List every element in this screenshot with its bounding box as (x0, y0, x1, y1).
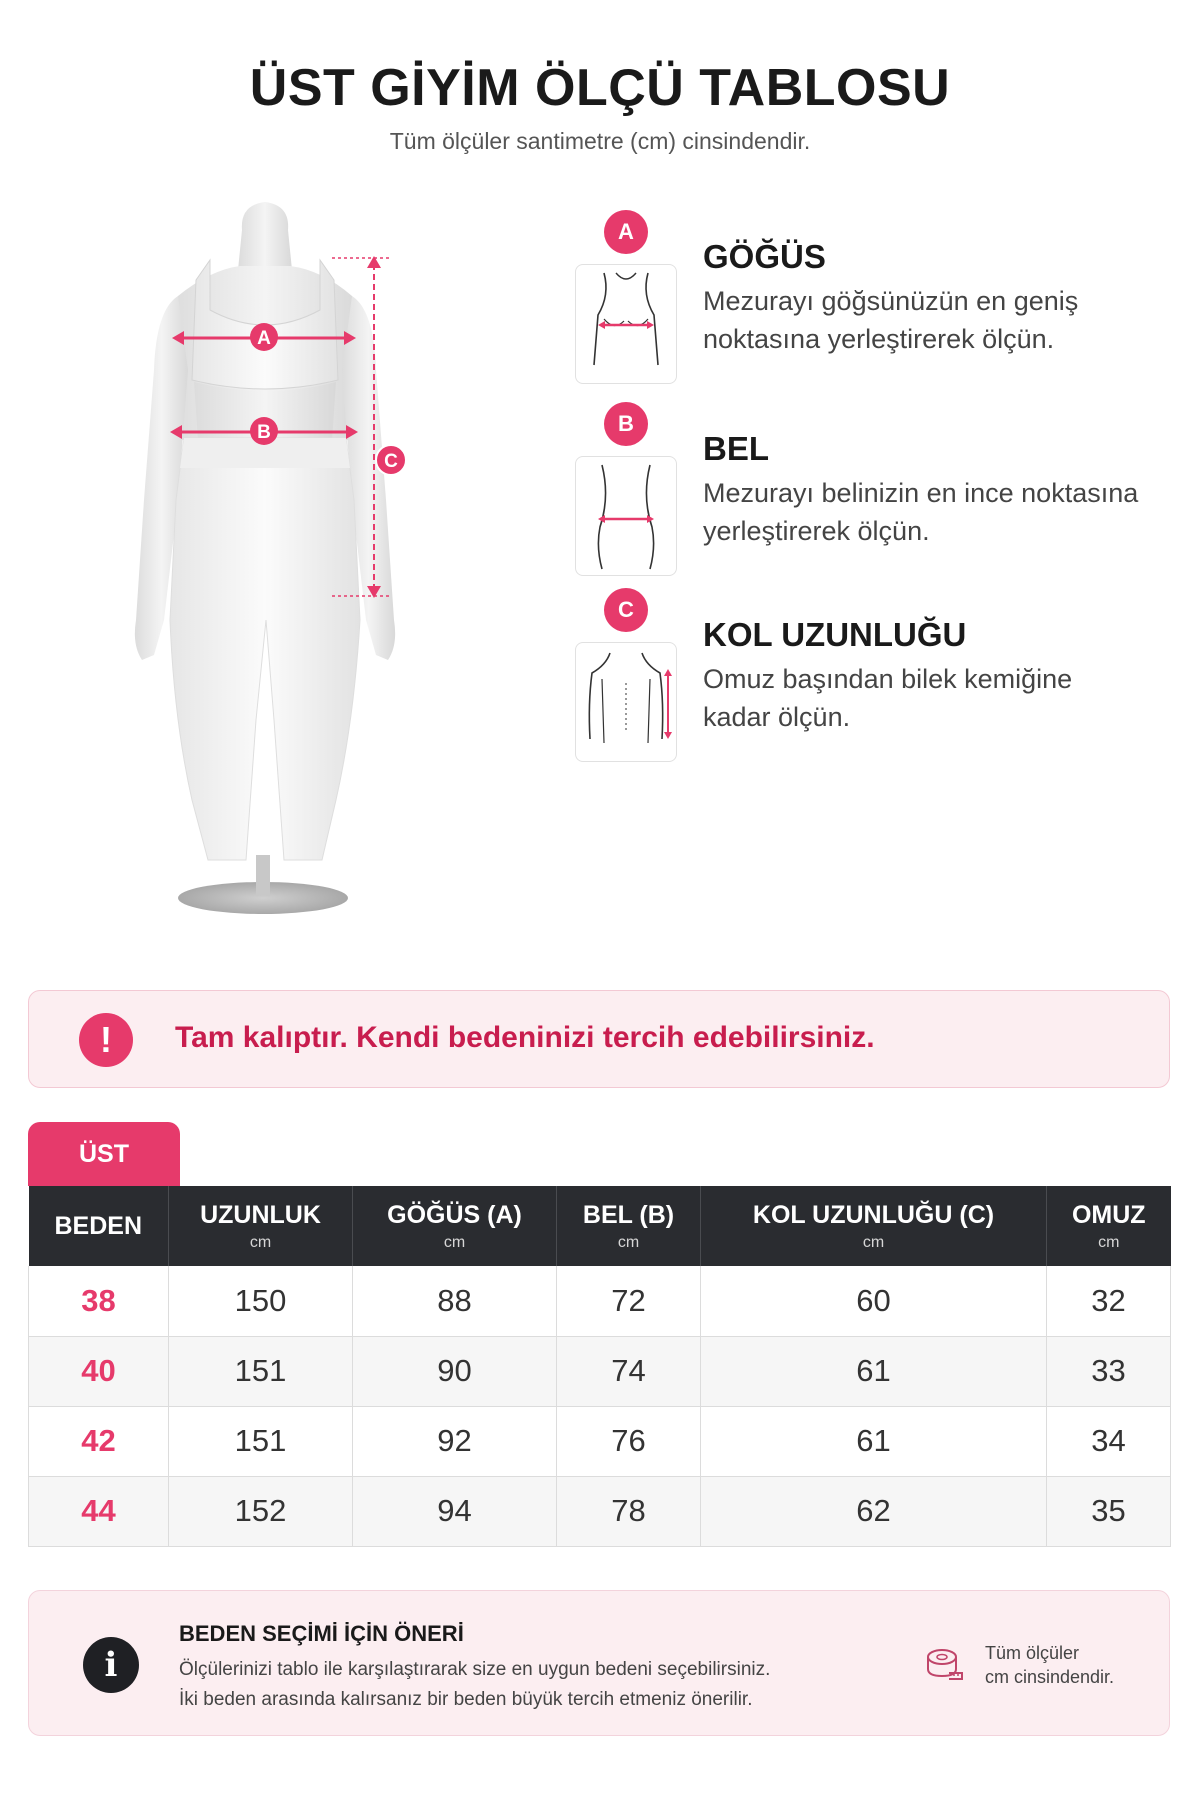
table-cell: 152 (169, 1476, 353, 1546)
table-cell: 150 (169, 1266, 353, 1336)
table-cell: 88 (353, 1266, 557, 1336)
table-cell: 33 (1047, 1336, 1171, 1406)
table-row (29, 1336, 1171, 1406)
marker-c-label: C (384, 451, 398, 472)
table-cell: 151 (169, 1406, 353, 1476)
tip-side-note (985, 1641, 1114, 1689)
mannequin-illustration (60, 200, 500, 940)
table-cell: 76 (557, 1406, 701, 1476)
table-cell: 61 (701, 1406, 1047, 1476)
table-cell: 78 (557, 1476, 701, 1546)
size-cell: 44 (29, 1476, 169, 1546)
guide-item-arm-length (575, 588, 1175, 768)
guide-text-waist (703, 474, 1183, 550)
tip-text-line2: İki beden arasında kalırsanız bir beden büyük tercih etmeniz önerilir. (179, 1689, 753, 1710)
tip-title: BEDEN SEÇİMİ İÇİN ÖNERİ (179, 1621, 464, 1646)
guide-text-arm-length (703, 660, 1183, 736)
guide-title-chest: GÖĞÜS (703, 238, 826, 275)
tab-ust[interactable]: ÜST (28, 1122, 180, 1186)
table-row (29, 1266, 1171, 1336)
guide-item-waist (575, 402, 1175, 582)
table-row (29, 1406, 1171, 1476)
table-cell: 151 (169, 1336, 353, 1406)
header-unit: cm (443, 1233, 466, 1251)
tip-text-line1: Ölçülerinizi tablo ile karşılaştırarak size en uygun bedeni seçebilirsiniz. (179, 1659, 771, 1680)
fit-notice (28, 990, 1170, 1088)
table-cell: 34 (1047, 1406, 1171, 1476)
table-cell: 60 (701, 1266, 1047, 1336)
table-cell: 32 (1047, 1266, 1171, 1336)
guide-text-chest-line2: noktasına yerleştirerek ölçün. (703, 324, 1055, 354)
header-unit: cm (617, 1233, 640, 1251)
measuring-tape-icon (925, 1643, 965, 1683)
table-cell: 92 (353, 1406, 557, 1476)
marker-b-label: B (257, 422, 271, 443)
guide-text-chest-line1: Mezurayı göğsünüzün en geniş (703, 286, 1079, 316)
table-cell: 94 (353, 1476, 557, 1546)
page-title: ÜST GİYİM ÖLÇÜ TABLOSU (249, 59, 951, 117)
tip-side-line2: cm cinsindendir. (985, 1667, 1115, 1687)
page-subtitle: Tüm ölçüler santimetre (cm) cinsindendir. (389, 128, 811, 154)
arm-length-icon (575, 642, 677, 762)
table-cell: 90 (353, 1336, 557, 1406)
table-row (29, 1476, 1171, 1546)
header-beden: BEDEN (29, 1186, 169, 1266)
table-cell: 62 (701, 1476, 1047, 1546)
mannequin-figure (60, 200, 500, 940)
table-cell: 61 (701, 1336, 1047, 1406)
guide-text-arm-length-line2: kadar ölçün. (703, 702, 851, 732)
header-unit: cm (862, 1233, 885, 1251)
size-cell: 38 (29, 1266, 169, 1336)
size-table (28, 1186, 1171, 1547)
table-header-row (29, 1186, 1171, 1266)
guide-badge-b: B (604, 402, 648, 446)
guide-text-waist-line1: Mezurayı belinizin en ince noktasına (703, 478, 1139, 508)
table-cell: 35 (1047, 1476, 1171, 1546)
header-kol-uzunlugu: KOL UZUNLUĞU (C) cm (701, 1186, 1047, 1266)
guide-title-arm-length: KOL UZUNLUĞU (703, 616, 967, 653)
header-bel: BEL (B) cm (557, 1186, 701, 1266)
guide-badge-c: C (604, 588, 648, 632)
fit-notice-text: Tam kalıptır. Kendi bedeninizi tercih edebilirsiniz. (175, 1021, 875, 1054)
header-omuz: OMUZ cm (1047, 1186, 1171, 1266)
marker-a-label: A (257, 328, 271, 349)
guide-item-chest (575, 210, 1175, 390)
info-icon: i (83, 1637, 139, 1693)
size-cell: 42 (29, 1406, 169, 1476)
chest-measure-icon (575, 264, 677, 384)
table-cell: 72 (557, 1266, 701, 1336)
size-tip-box (28, 1590, 1170, 1736)
guide-text-arm-length-line1: Omuz başından bilek kemiğine (703, 664, 1073, 694)
waist-measure-icon (575, 456, 677, 576)
tip-side-line1: Tüm ölçüler (985, 1643, 1080, 1663)
size-cell: 40 (29, 1336, 169, 1406)
alert-icon: ! (79, 1013, 133, 1067)
header-gogus: GÖĞÜS (A) cm (353, 1186, 557, 1266)
guide-text-chest (703, 282, 1183, 358)
header-unit: cm (249, 1233, 272, 1251)
guide-badge-a: A (604, 210, 648, 254)
table-cell: 74 (557, 1336, 701, 1406)
header-unit: cm (1098, 1233, 1120, 1251)
guide-title-waist: BEL (703, 430, 769, 467)
guide-text-waist-line2: yerleştirerek ölçün. (703, 516, 930, 546)
header-uzunluk: UZUNLUK cm (169, 1186, 353, 1266)
